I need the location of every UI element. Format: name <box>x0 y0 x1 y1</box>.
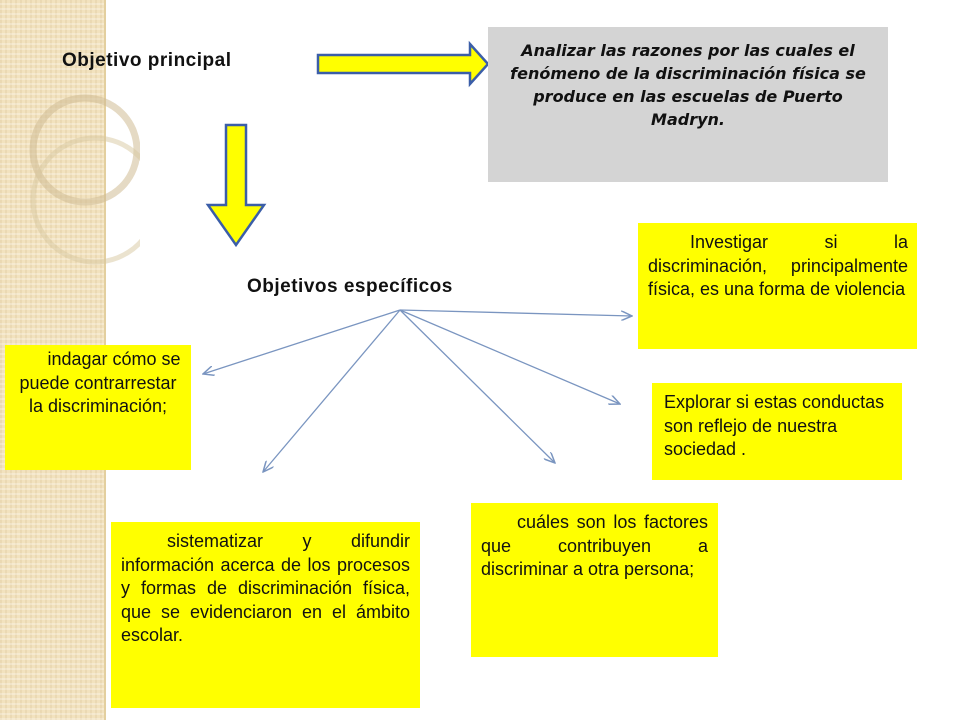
down-arrow <box>208 125 264 245</box>
main-objective-box: Analizar las razones por las cuales el fenómeno de la discriminación física se produce en las escuelas de Puerto Madryn. <box>488 27 888 182</box>
connector-investigar <box>400 310 632 316</box>
specific-objectives-label: Objetivos específicos <box>247 276 453 297</box>
objective-box-indagar: indagar cómo se puede contrarrestar la discriminación; <box>5 345 191 470</box>
connector-factores <box>400 310 555 463</box>
objective-box-factores: cuáles son los factores que contribuyen a discriminar a otra persona; <box>471 503 718 657</box>
objective-box-explorar: Explorar si estas conductas son reflejo de nuestra sociedad . <box>652 383 902 480</box>
connector-explorar <box>400 310 620 404</box>
objective-box-investigar: Investigar si la discriminación, principalmente física, es una forma de violencia <box>638 223 917 349</box>
main-objective-label: Objetivo principal <box>62 50 232 71</box>
objective-box-sistematizar: sistematizar y difundir información acerca de los procesos y formas de discriminación física, que se evidenciaron en el ámbito escolar. <box>111 522 420 708</box>
connector-indagar <box>203 310 400 374</box>
connector-sistematizar <box>263 310 400 472</box>
main-objective-arrow <box>318 44 488 84</box>
